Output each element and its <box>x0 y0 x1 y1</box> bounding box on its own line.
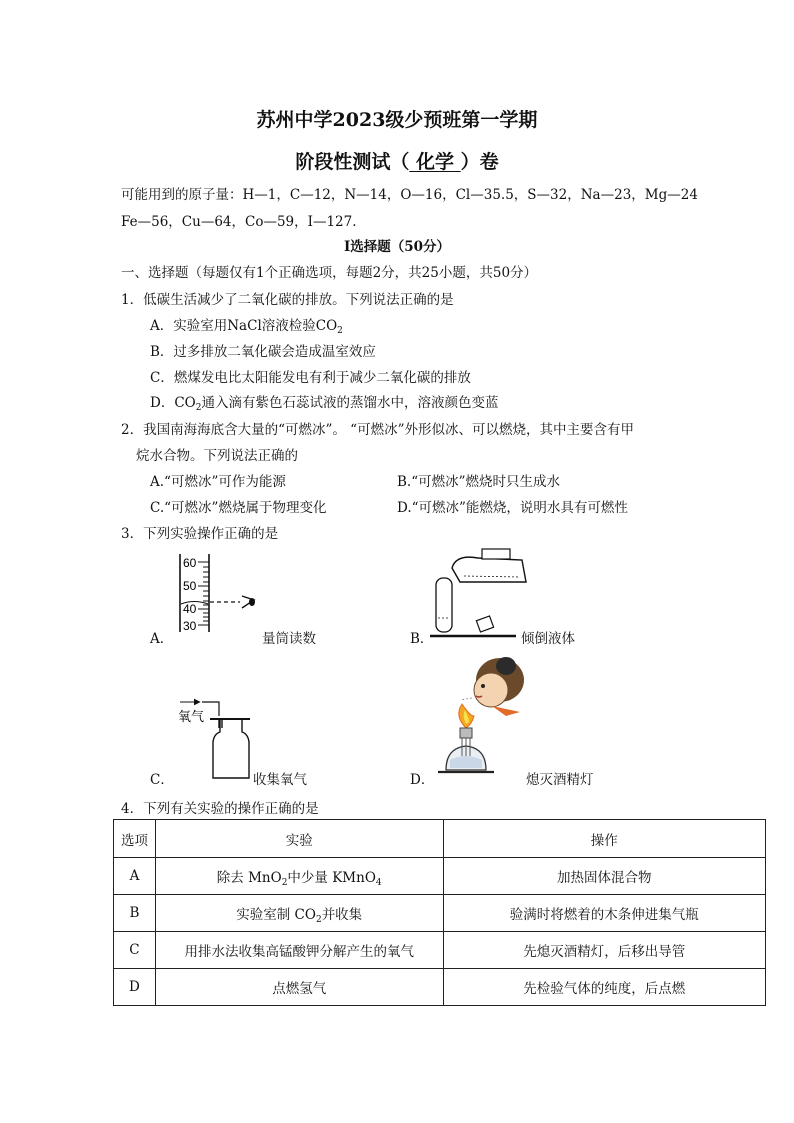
q2-option-d: D.“可燃冰”能燃烧，说明水具有可燃性 <box>397 500 628 516</box>
q3-option-c-caption: 收集氧气 <box>253 772 307 788</box>
q4-stem: 4．下列有关实验的操作正确的是 <box>121 801 319 817</box>
q1-a-text: A．实验室用NaCl溶液检验CO <box>150 318 338 334</box>
row-experiment: 点燃氢气 <box>155 969 443 1006</box>
q1-option-d <box>150 391 498 411</box>
section-instruction: 一、选择题（每题仅有1个正确选项，每题2分，共25小题，共50分） <box>121 265 538 281</box>
q1-d-text-post: 通入滴有紫色石蕊试液的蒸馏水中，溶液颜色变蓝 <box>201 395 499 411</box>
q3-option-a-letter: A． <box>150 631 174 647</box>
q3-option-d-letter: D． <box>410 772 435 788</box>
header-option: 选项 <box>114 820 156 858</box>
row-experiment: 用排水法收集高锰酸钾分解产生的氧气 <box>155 932 443 969</box>
q4-options-table <box>113 819 766 1006</box>
cylinder-tick-40: 40 <box>183 602 197 616</box>
exp-text-mid: 并收集 <box>321 907 363 923</box>
exp-text: 除去 MnO <box>216 870 282 886</box>
atomic-masses-line2: Fe—56，Cu—64，Co—59，I—127. <box>121 214 357 230</box>
cylinder-tick-50: 50 <box>183 579 197 593</box>
q1-option-c: C．燃煤发电比太阳能发电有利于减少二氧化碳的排放 <box>150 370 471 386</box>
collect-oxygen-figure <box>174 698 254 780</box>
row-operation: 验满时将燃着的木条伸进集气瓶 <box>443 895 766 932</box>
q2-stem-line1: 2．我国南海海底含大量的“可燃冰”。 “可燃冰”外形似冰、可以燃烧，其中主要含有甲 <box>121 422 634 438</box>
blow-out-lamp-figure <box>436 656 532 782</box>
q1-d-text: D．CO <box>150 395 196 411</box>
q3-option-c-letter: C． <box>150 772 174 788</box>
header-experiment: 实验 <box>155 820 443 858</box>
row-operation: 先熄灭酒精灯，后移出导管 <box>443 932 766 969</box>
q1-option-a <box>150 314 343 334</box>
exam-subtitle <box>0 147 794 174</box>
table-row <box>114 858 766 895</box>
exp-text-mid: 中少量 KMnO <box>287 870 376 886</box>
q1-option-b: B．过多排放二氧化碳会造成温室效应 <box>150 344 376 360</box>
table-row <box>114 932 766 969</box>
q2-option-b: B.“可燃冰”燃烧时只生成水 <box>397 474 561 490</box>
row-option: D <box>114 969 156 1006</box>
row-option: B <box>114 895 156 932</box>
cylinder-reading-figure <box>170 552 270 634</box>
row-operation: 加热固体混合物 <box>443 858 766 895</box>
section-heading: Ⅰ选择题（50分） <box>343 239 451 255</box>
row-option: C <box>114 932 156 969</box>
exam-title: 苏州中学2023级少预班第一学期 <box>256 109 538 131</box>
q2-stem-line2: 烷水合物。下列说法正确的 <box>136 448 298 464</box>
subtitle-prefix: 阶段性测试（ <box>295 151 410 173</box>
q3-option-a-caption: 量筒读数 <box>262 631 316 647</box>
subtitle-suffix: ）卷 <box>460 151 499 173</box>
exp-text: 实验室制 CO <box>236 907 316 923</box>
q1-stem: 1．低碳生活减少了二氧化碳的排放。下列说法正确的是 <box>121 292 454 308</box>
table-row <box>114 969 766 1006</box>
table-header-row <box>114 820 766 858</box>
q2-option-c: C.“可燃冰”燃烧属于物理变化 <box>150 500 327 516</box>
q3-option-b-letter: B． <box>410 631 434 647</box>
q3-stem: 3．下列实验操作正确的是 <box>121 526 279 542</box>
q2-option-a: A.“可燃冰”可作为能源 <box>150 474 286 490</box>
table-row <box>114 895 766 932</box>
subtitle-subject: 化学 <box>409 151 461 173</box>
q3-option-d-caption: 熄灭酒精灯 <box>526 772 594 788</box>
cylinder-tick-60: 60 <box>183 556 197 570</box>
header-operation: 操作 <box>443 820 766 858</box>
oxygen-label: 氧气 <box>178 710 205 725</box>
row-experiment <box>155 858 443 895</box>
exp-sub: 2 <box>315 915 322 925</box>
pour-liquid-figure <box>430 548 530 640</box>
atomic-masses-line1: 可能用到的原子量：H—1，C—12，N—14，O—16，Cl—35.5，S—32，Na—23，Mg—24 <box>121 187 698 203</box>
q1-a-sub: 2 <box>337 326 343 336</box>
cylinder-tick-30: 30 <box>183 619 197 633</box>
q3-option-b-caption: 倾倒液体 <box>521 631 575 647</box>
row-operation: 先检验气体的纯度，后点燃 <box>443 969 766 1006</box>
exp-sub2: 4 <box>375 878 382 888</box>
row-option: A <box>114 858 156 895</box>
q1-d-sub: 2 <box>195 403 202 413</box>
exp-sub: 2 <box>281 878 288 888</box>
row-experiment <box>155 895 443 932</box>
